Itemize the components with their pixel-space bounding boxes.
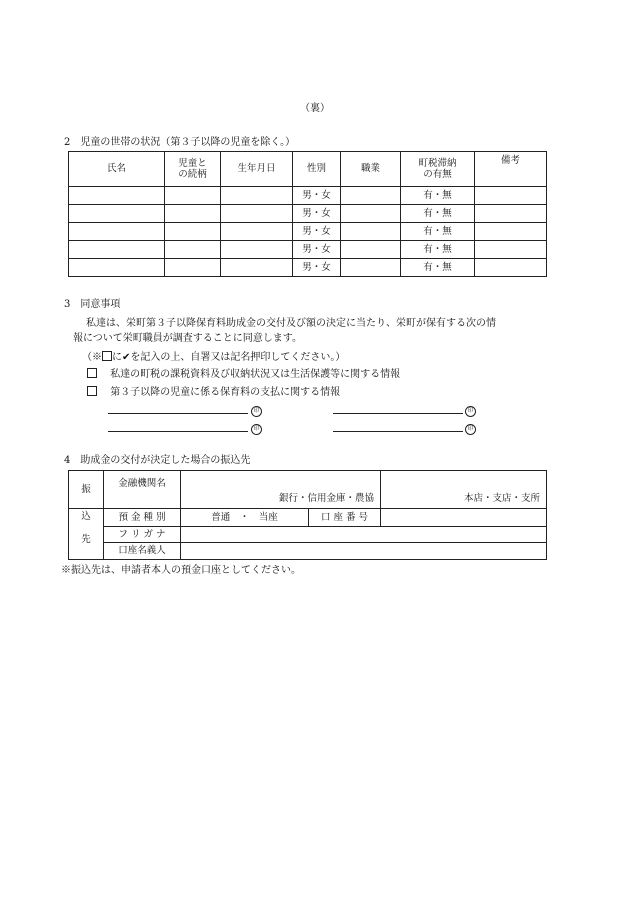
consent-item-2 (87, 386, 340, 398)
table-row (69, 223, 547, 241)
cell-tax[interactable]: 有・無 (401, 205, 475, 223)
cell-sex[interactable]: 男・女 (293, 187, 341, 205)
cell-birthdate[interactable] (221, 205, 293, 223)
checkbox-sample-icon (102, 351, 112, 361)
account-number-label: 口 座 番 号 (309, 509, 381, 527)
cell-relation[interactable] (165, 187, 221, 205)
deposit-type-label: 預 金 種 別 (104, 509, 181, 527)
cell-occupation[interactable] (341, 223, 401, 241)
signature-line-2[interactable] (333, 413, 463, 414)
branch-field[interactable] (381, 471, 547, 509)
consent-item-2-label: 第３子以降の児童に係る保育料の支払に関する情報 (110, 387, 341, 398)
account-number-field[interactable] (381, 509, 547, 527)
side-label-1: 振 (69, 471, 104, 509)
side-label-2-3 (69, 509, 104, 560)
cell-sex[interactable]: 男・女 (293, 223, 341, 241)
signature-line-3[interactable] (108, 431, 248, 432)
side-label-3: 先 (81, 533, 91, 545)
cell-occupation[interactable] (341, 241, 401, 259)
section3-title: 3 同意事項 (64, 299, 121, 310)
seal-icon: 印 (465, 424, 476, 435)
branch-types: 本店・支店・支所 (464, 492, 541, 504)
cell-birthdate[interactable] (221, 259, 293, 277)
header-birthdate: 生年月日 (221, 152, 293, 187)
header-name: 氏名 (69, 152, 165, 187)
header-sex: 性別 (293, 152, 341, 187)
cell-remarks[interactable] (475, 205, 547, 223)
cell-birthdate[interactable] (221, 187, 293, 205)
seal-icon: 印 (251, 406, 262, 417)
cell-name[interactable] (69, 241, 165, 259)
consent-item-1-label: 私達の町税の課税資料及び収納状況又は生活保護等に関する情報 (110, 369, 401, 380)
seal-icon: 印 (251, 424, 262, 435)
cell-tax[interactable]: 有・無 (401, 187, 475, 205)
header-tax-l2: の有無 (423, 169, 452, 180)
bank-types: 銀行・信用金庫・農協 (279, 492, 375, 504)
cell-tax[interactable]: 有・無 (401, 241, 475, 259)
header-relation-l1: 児童と (178, 157, 207, 169)
cell-birthdate[interactable] (221, 241, 293, 259)
side-label-2: 込 (81, 511, 91, 522)
cell-relation[interactable] (165, 241, 221, 259)
signature-line-1[interactable] (108, 413, 248, 414)
header-relation (165, 152, 221, 187)
section2-title: 2 児童の世帯の状況（第３子以降の児童を除く。） (64, 137, 296, 148)
consent-item-1 (87, 368, 400, 380)
bank-name-label: 金融機関名 (104, 471, 181, 509)
consent-instruction (82, 351, 345, 363)
household-table (68, 151, 547, 277)
bank-name-field[interactable] (181, 471, 381, 509)
consent-body-line2: 報について栄町職員が調査することに同意します。 (73, 333, 302, 344)
consent-body-line1: 私達は、栄町第３子以降保育料助成金の交付及び額の決定に当たり、栄町が保有する次の情 (86, 318, 496, 329)
cell-remarks[interactable] (475, 187, 547, 205)
seal-icon: 印 (465, 406, 476, 417)
cell-relation[interactable] (165, 259, 221, 277)
table-row (69, 241, 547, 259)
cell-tax[interactable]: 有・無 (401, 223, 475, 241)
cell-remarks[interactable] (475, 259, 547, 277)
signature-line-4[interactable] (333, 431, 463, 432)
holder-label: 口座名義人 (104, 543, 181, 560)
header-occupation: 職業 (341, 152, 401, 187)
section4-title: 4 助成金の交付が決定した場合の振込先 (64, 455, 251, 466)
header-remarks: 備考 (475, 152, 547, 187)
cell-tax[interactable]: 有・無 (401, 259, 475, 277)
cell-sex[interactable]: 男・女 (293, 205, 341, 223)
page-header: （裏） (300, 103, 330, 114)
deposit-type-options[interactable]: 普通 ・ 当座 (181, 509, 309, 527)
cell-relation[interactable] (165, 223, 221, 241)
bank-table (68, 470, 547, 560)
header-tax-l1: 町税滞納 (418, 157, 457, 169)
consent-checkbox-1[interactable] (87, 368, 97, 378)
table-row (69, 259, 547, 277)
cell-name[interactable] (69, 205, 165, 223)
cell-birthdate[interactable] (221, 223, 293, 241)
furigana-field[interactable] (181, 527, 547, 543)
consent-checkbox-2[interactable] (87, 386, 97, 396)
table-row (69, 187, 547, 205)
instruction-post: に✔を記入の上、自署又は記名押印してください。） (112, 352, 346, 363)
cell-sex[interactable]: 男・女 (293, 259, 341, 277)
cell-sex[interactable]: 男・女 (293, 241, 341, 259)
cell-name[interactable] (69, 259, 165, 277)
transfer-note: ※振込先は、申請者本人の預金口座としてください。 (61, 565, 301, 576)
table-row (69, 205, 547, 223)
instruction-pre: （※ (82, 352, 102, 363)
header-relation-l2: の続柄 (178, 169, 207, 180)
cell-occupation[interactable] (341, 205, 401, 223)
cell-occupation[interactable] (341, 187, 401, 205)
cell-relation[interactable] (165, 205, 221, 223)
cell-name[interactable] (69, 223, 165, 241)
header-tax (401, 152, 475, 187)
holder-field[interactable] (181, 543, 547, 560)
cell-occupation[interactable] (341, 259, 401, 277)
cell-remarks[interactable] (475, 223, 547, 241)
furigana-label: フ リ ガ ナ (104, 527, 181, 543)
cell-remarks[interactable] (475, 241, 547, 259)
cell-name[interactable] (69, 187, 165, 205)
